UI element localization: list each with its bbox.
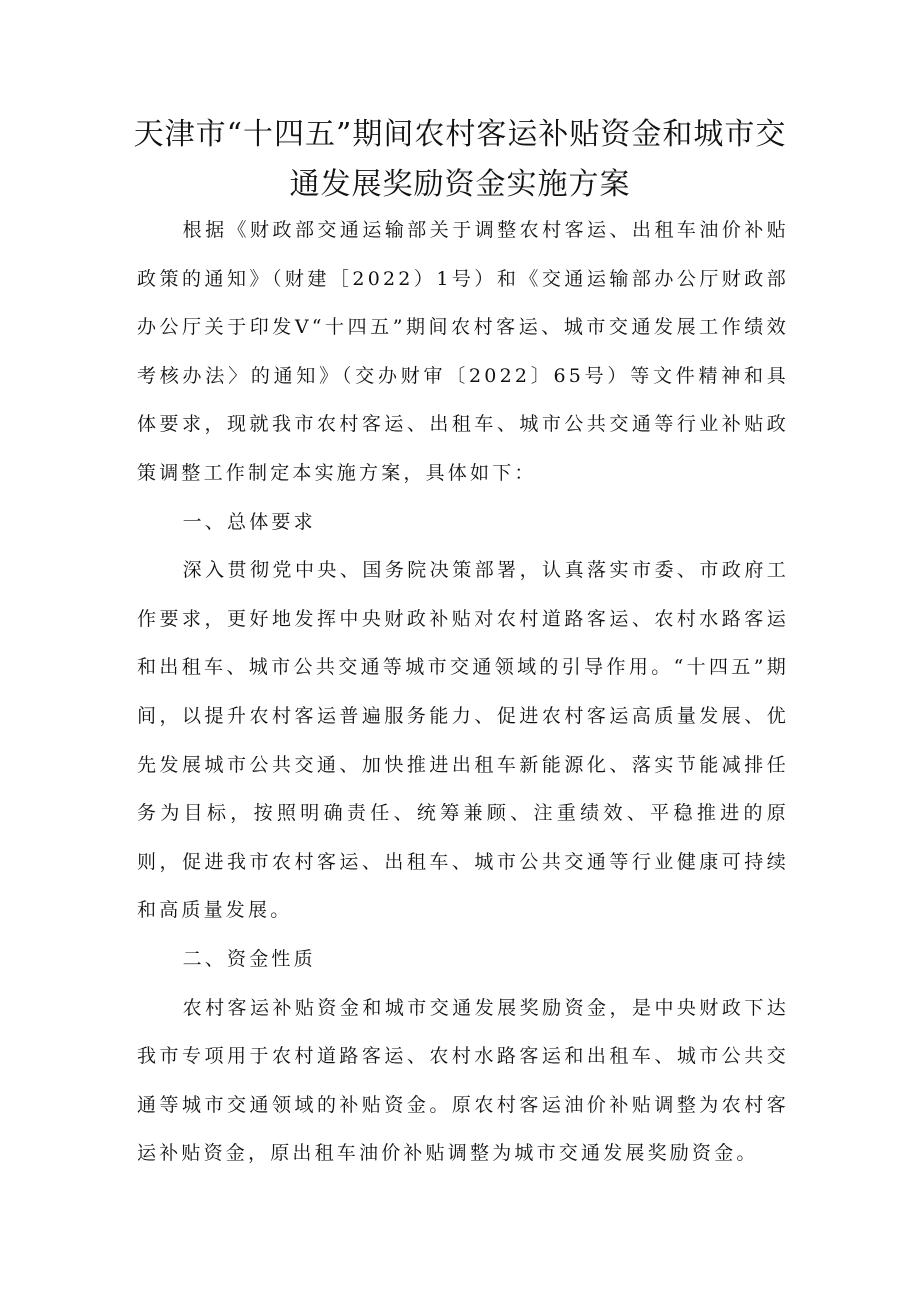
intro-paragraph: 根据《财政部交通运输部关于调整农村客运、出租车油价补贴政策的通知》（财建［2022）1号）和《交通运输部办公厅财政部办公厅关于印发V“十四五”期间农村客运、城市交通发展工作绩效考核办法〉的通知》（交办财审〔2022〕65号）等文件精神和具体要求，现就我市农村客运、出租车、城市公共交通等行业补贴政策调整工作制定本实施方案，具体如下：	[137, 219, 789, 484]
section-heading-fund-nature: 二、资金性质	[182, 947, 316, 970]
section-paragraph-fund-nature: 农村客运补贴资金和城市交通发展奖励资金，是中央财政下达我市专项用于农村道路客运、农村水路客运和出租车、城市公共交通等城市交通领域的补贴资金。原农村客运油价补贴调整为农村客运补贴资金，原出租车油价补贴调整为城市交通发展奖励资金。	[137, 996, 789, 1165]
document-body	[137, 206, 789, 1178]
document-title: 天津市“十四五”期间农村客运补贴资金和城市交通发展奖励资金实施方案	[133, 117, 787, 202]
section-paragraph-general-requirements: 深入贯彻党中央、国务院决策部署，认真落实市委、市政府工作要求，更好地发挥中央财政补贴对农村道路客运、农村水路客运和出租车、城市公共交通等城市交通领域的引导作用。“十四五”期间，以提升农村客运普遍服务能力、促进农村客运高质量发展、优先发展城市公共交通、加快推进出租车新能源化、落实节能减排任务为目标，按照明确责任、统筹兼顾、注重绩效、平稳推进的原则，促进我市农村客运、出租车、城市公共交通等行业健康可持续和高质量发展。	[137, 559, 789, 922]
section-heading-general-requirements: 一、总体要求	[182, 510, 316, 533]
